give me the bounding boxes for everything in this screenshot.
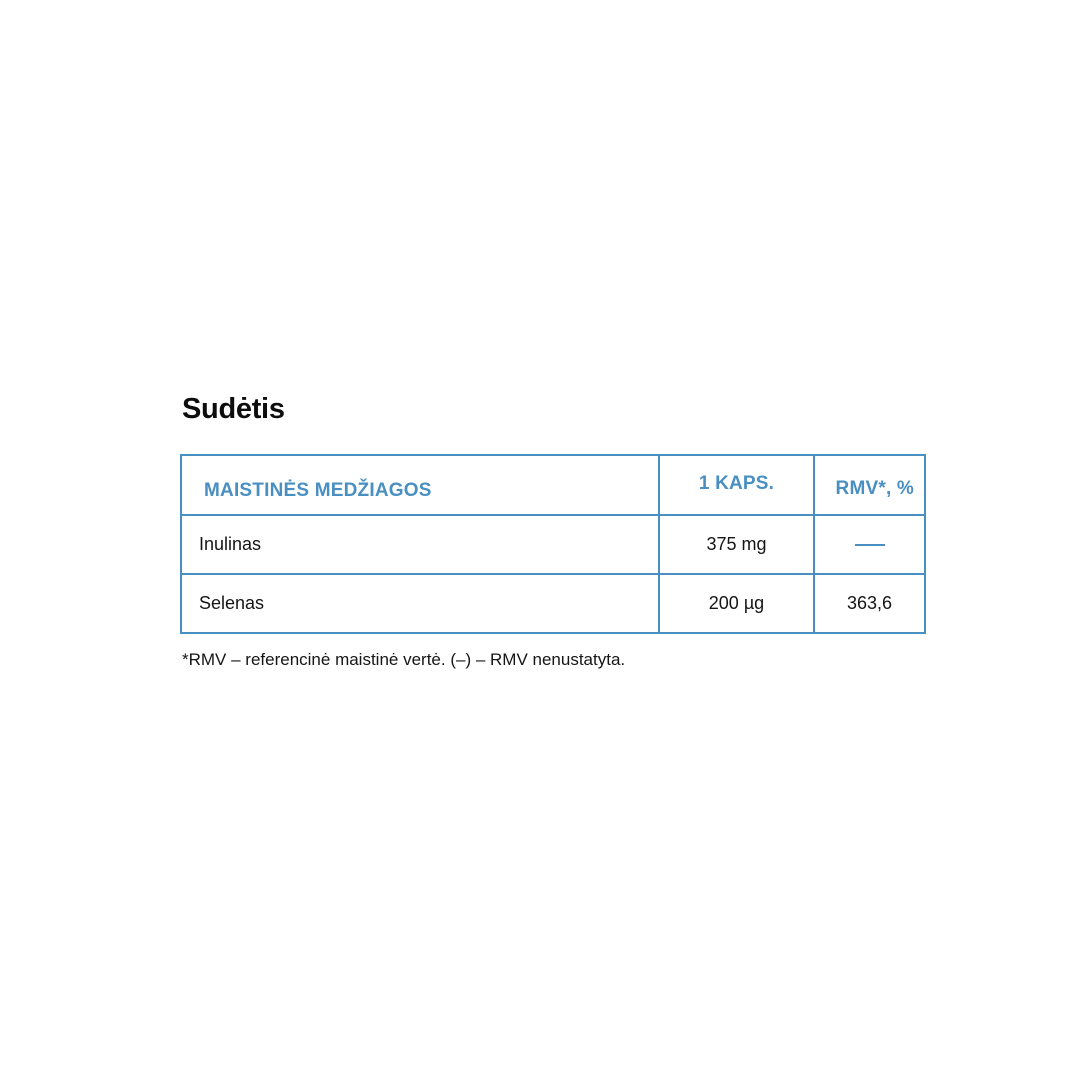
header-per-capsule: 1 KAPS. [659,455,814,515]
table-row [181,515,925,574]
nutrient-name: Inulinas [181,515,659,574]
header-rmv: RMV*, % [814,455,925,515]
nutrient-rmv [814,515,925,574]
header-nutrients: MAISTINĖS MEDŽIAGOS [181,455,659,515]
composition-table [180,454,926,634]
nutrient-amount: 200 µg [659,574,814,633]
nutrient-name: Selenas [181,574,659,633]
table-header-row [181,455,925,515]
rmv-not-set-dash [855,544,885,546]
nutrient-amount: 375 mg [659,515,814,574]
table-row [181,574,925,633]
section-title: Sudėtis [182,393,285,425]
footnote: *RMV – referencinė maistinė vertė. (–) – RMV nenustatyta. [182,650,626,669]
nutrient-rmv: 363,6 [814,574,925,633]
